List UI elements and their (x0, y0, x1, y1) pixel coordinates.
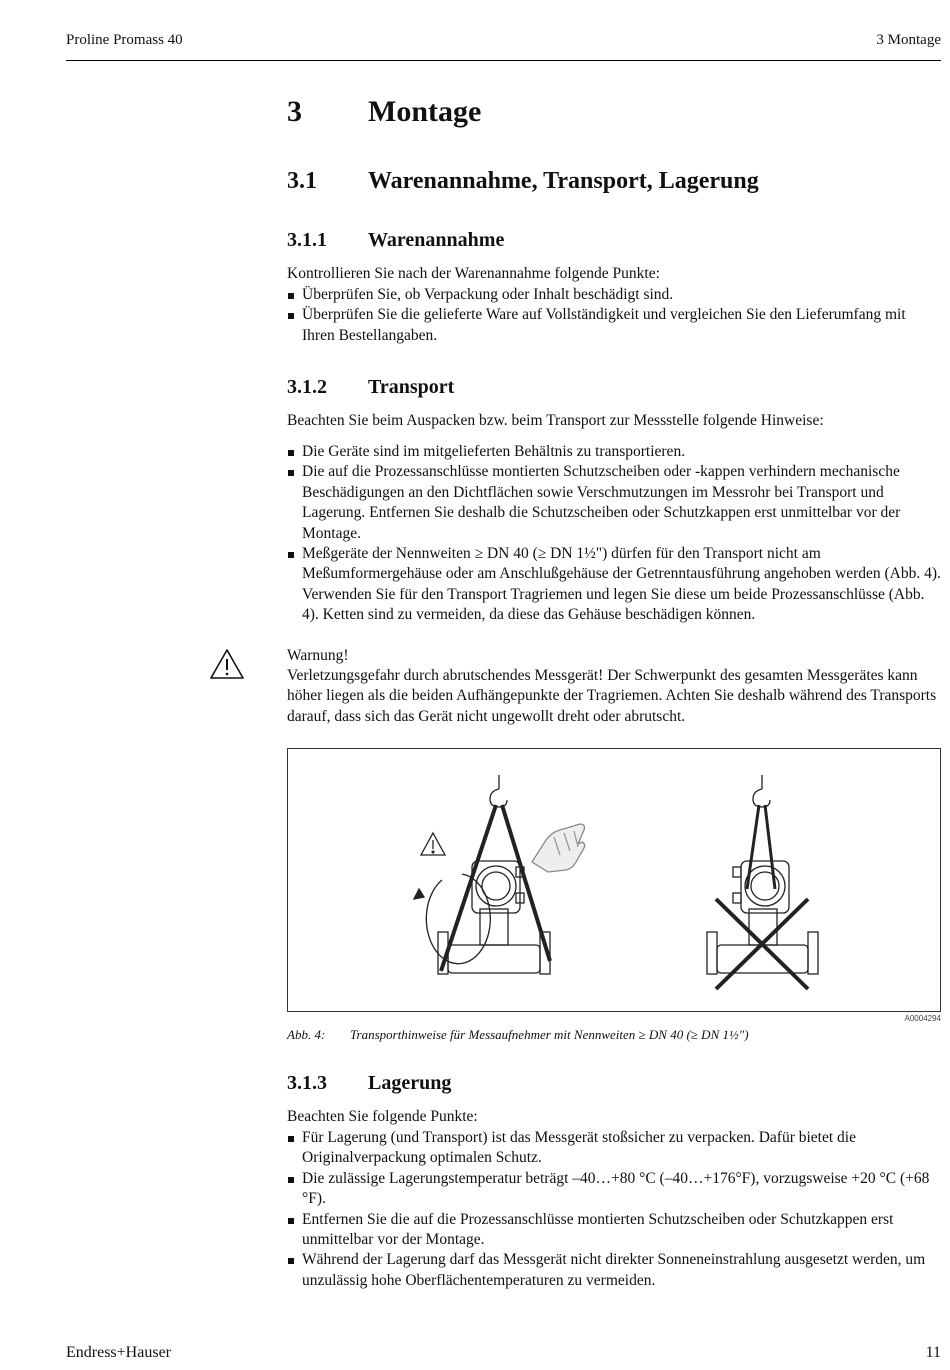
section-3-1-3-title: Lagerung (368, 1072, 452, 1094)
section-3-1-title: Warenannahme, Transport, Lagerung (368, 168, 759, 194)
list-item: Entfernen Sie die auf die Prozessanschlüsse montierten Schutzscheiben oder Schutzkappen erst unmittelbar vor der Montage. (287, 1210, 942, 1251)
section-3-1-1-title: Warenannahme (368, 229, 505, 251)
header-rule (66, 60, 941, 61)
section-3-1-2-list (287, 442, 942, 626)
warning-text: Verletzungsgefahr durch abrutschendes Messgerät! Der Schwerpunkt des gesamten Messgerätes kann höher liegen als die beiden Aufhängepunkte der Tragriemen. Achten Sie deshalb während des Transports darauf, dass sich das Gerät nicht ungewollt dreht oder abrutscht. (287, 667, 937, 725)
section-3-1-2-intro: Beachten Sie beim Auspacken bzw. beim Transport zur Messstelle folgende Hinweise: (287, 412, 824, 429)
transport-figure (287, 748, 941, 1012)
correct-lifting-drawing (414, 775, 585, 974)
section-3-1-2-number: 3.1.2 (287, 376, 327, 398)
chapter-number: 3 (287, 95, 302, 128)
warning-triangle-icon (209, 648, 245, 680)
section-3-1-2-title: Transport (368, 376, 455, 398)
incorrect-lifting-drawing (707, 775, 818, 989)
list-item: Die zulässige Lagerungstemperatur beträgt –40…+80 °C (–40…+176°F), vorzugsweise +20 °C (+68 °F). (287, 1169, 942, 1210)
page-number: 11 (925, 1344, 941, 1361)
list-item: Für Lagerung (und Transport) ist das Messgerät stoßsicher zu verpacken. Dafür bietet die Originalverpackung optimalen Schutz. (287, 1128, 942, 1169)
figure-id: A0004294 (904, 1014, 941, 1023)
figure-caption (287, 1027, 749, 1043)
transport-illustration (288, 749, 942, 1013)
header-product: Proline Promass 40 (66, 32, 183, 48)
list-item: Meßgeräte der Nennweiten ≥ DN 40 (≥ DN 1½") dürfen für den Transport nicht am Meßumformergehäuse oder am Anschlußgehäuse der Getrenntausführung angehoben werden (Abb. 4). Verwenden Sie für den Transport Tragriemen und legen Sie diese um beide Prozessanschlüsse (Abb. 4). Ketten sind zu vermeiden, da diese das Gehäuse beschädigen können. (287, 544, 942, 626)
figure-label: Abb. 4: (287, 1027, 326, 1042)
list-item: Überprüfen Sie, ob Verpackung oder Inhalt beschädigt sind. (287, 285, 942, 305)
chapter-heading (287, 95, 481, 129)
header-section: 3 Montage (876, 32, 941, 48)
section-3-1-2-heading (287, 376, 454, 399)
section-3-1-number: 3.1 (287, 168, 317, 194)
list-item: Überprüfen Sie die gelieferte Ware auf Vollständigkeit und vergleichen Sie den Lieferumfang mit Ihren Bestellangaben. (287, 305, 942, 346)
section-3-1-1-list (287, 285, 942, 346)
chapter-title: Montage (368, 95, 482, 128)
section-3-1-3-heading (287, 1072, 451, 1095)
footer-brand: Endress+Hauser (66, 1344, 171, 1361)
section-3-1-1-number: 3.1.1 (287, 229, 327, 251)
section-3-1-1-heading (287, 229, 504, 252)
section-3-1-3-intro: Beachten Sie folgende Punkte: (287, 1108, 478, 1125)
warning-title: Warnung! (287, 647, 349, 664)
list-item: Während der Lagerung darf das Messgerät nicht direkter Sonneneinstrahlung ausgesetzt werden, um unzulässig hohe Oberflächentemperaturen zu vermeiden. (287, 1250, 942, 1291)
section-3-1-1-intro: Kontrollieren Sie nach der Warenannahme folgende Punkte: (287, 265, 660, 282)
list-item: Die auf die Prozessanschlüsse montierten Schutzscheiben oder -kappen verhindern mechanische Beschädigungen an den Dichtflächen sowie Verschmutzungen im Messrohr bei Transport und Lagerung. Entfernen Sie deshalb die Schutzscheiben oder Schutzkappen erst unmittelbar vor der Montage. (287, 462, 942, 544)
section-3-1-3-list (287, 1128, 942, 1291)
section-3-1-heading (287, 168, 759, 195)
list-item: Die Geräte sind im mitgelieferten Behältnis zu transportieren. (287, 442, 942, 462)
section-3-1-3-number: 3.1.3 (287, 1072, 327, 1094)
figure-caption-text: Transporthinweise für Messaufnehmer mit Nennweiten ≥ DN 40 (≥ DN 1½") (350, 1027, 749, 1042)
